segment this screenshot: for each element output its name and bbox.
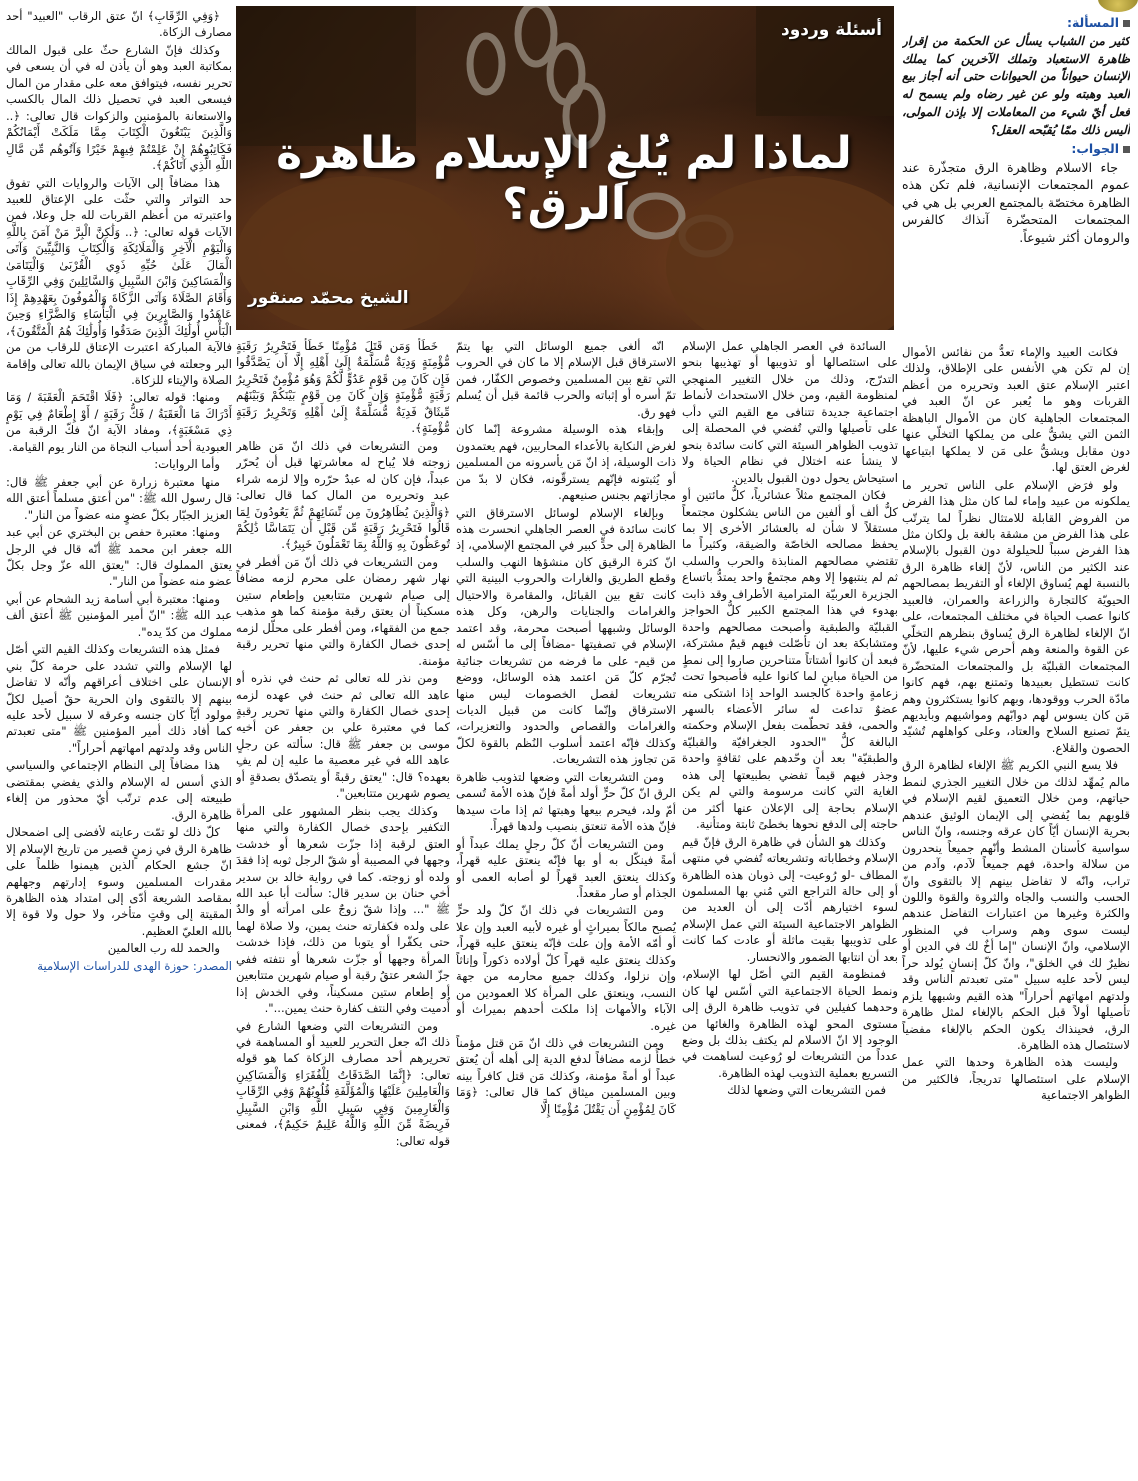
paragraph: وكذلك هو الشأن في ظاهرة الرق فإنّ قيم الإسلام وخطاباته وتشريعاته تُفضي في منتهى المطاف -لو رُوعيت- إلى ذوبان هذه الظاهرة أو إلى حالة التراجع التي مُني بها المسلمون لسوء اختيارهم أدّت إلى أن العديد من الظواهر الاجتماعية السيئة التي عمل الإسلام على تذويبها بقيت ماثلة أو عادت كما كانت بعد أن انتابها الضمور والانحسار.: [682, 834, 898, 964]
paragraph: فكان المجتمع مثلاً عشائرياً، كلُّ مائتين أو كلُّ ألف أو ألفين من الناس يشكلون مجتمعاً مستقلاً لا شأن له بالعشائر الأخرى إلا بما يحفظ مصالحه الخاصّة والضيقة، وكثيراً ما تقتضي مصالحهم المنابذة والحرب والسلب ثم لم ينتبهوا إلا وهم مجتمعٌ واحد يمتدُّ باتساع الجزيرة العربيّة المترامية الأطراف وقد ذابت بهدوء في هذا المجتمع الكبير كلُّ الحواجز القبليّة والطبقية وأصبحت مصالحهم واحدة ومتشابكة بعد ان تأصّلت فيهم قيمٌ مشتركة، فبعد أن كانوا أشتاتاً متناحرين صاروا إلى نمطٍ من الحياة مباينٍ لما كانوا عليه فأصبحوا تحت زعامةٍ واحدة كالجسد الواحد إذا اشتكى منه عضوٌ تداعت له سائر الأعضاء بالسهر والحمى، فقد تحطّمت بفعل الإسلام وحكمته البالغة كلُّ "الحدود الجغرافيّة والقبليّة والطبقيّة" بعد أن وحّدهم على ثقافةٍ واحدة وجذر فيهم قيماً تفضي بطبيعتها إلى هذه الغاية التي كانت مرسومة والتي لم يكن الإسلام بحاجة إلى الإعلان عنها أكثر من حاجته إلى الدفع نحوها بخطىً ثابتة ومتأنية.: [682, 488, 898, 832]
paragraph: فكانت العبيد والإماء تعدُّ من نفائس الأموال إن لم تكن هي الأنفس على الإطلاق، ولذلك اعتبر الإسلام عتق العبد وتحريره من أعظم القربات وهو ما يُعبر عن انّ العبد في المجتمعات الجاهلية كان من الأموال الباهظة الثمن التي يشقُّ على من يملكها التخلّي عنها دون مقابل ويشقُّ على مَن لا يملكها ابتياعها لغرض العتق لها.: [902, 345, 1130, 475]
publication-logo: [1098, 0, 1138, 12]
source-credit: المصدر: حوزة الهدى للدراسات الإسلامية: [37, 958, 232, 973]
paragraph: ومن التشريعات التي وضعها لتذويب ظاهرة الرق انّ كلّ حرٍّ أولد أمةً فإنّ هذه الأمة تُسمى أمّ ولد، فيحرم بيعها وهبتها ثم إذا مات سيدها فإنّ هذه الأمة تنعتق بنصيب ولدها قهراً.: [456, 769, 676, 834]
paragraph: منها معتبرة زرارة عن أبي جعفر ﷺ قال: قال رسول الله ﷺ: "من أعتق مسلماً أعتق الله العزيز الجبّار بكلّ عضوٍ منه عضواً من النار".: [6, 474, 232, 522]
question-text: كثير من الشباب يسأل عن الحكمة من إقرار ظاهرة الاستعباد وتملك الآخرين كما يملك الإنسان حيواناً من الحيوانات حتى أنه أجاز بيع العبد وهبته ولو عن غير رضاه ولم يسمح له فعل أيّ شيء من المعاملات إلا بإذن المولى، أليس ذلك ممّا يُقبّحه العقل؟: [902, 33, 1130, 137]
article-column-5: [6, 8, 232, 1474]
paragraph: انّه ألغى جميع الوسائل التي بها يتمّ الاسترقاق قبل الإسلام إلا ما كان في الحروب التي تقع بين المسلمين وخصوص الكفّار، فمن تمّ أسره أو إثباته والحرب قائمة قبل أن يُسلم فهو رق.: [456, 339, 676, 419]
question-section: [902, 14, 1130, 344]
paragraph: ومنها: معتبرة أبي أسامة زيد الشحام عن أبي عبد الله ﷺ: "انّ أمير المؤمنين ﷺ أعتق ألف مملوك من كدّ يده".: [6, 591, 232, 639]
article-column-2: [682, 338, 898, 1474]
banner-section-tag: أسئلة وردود: [780, 20, 882, 40]
paragraph: ومن التشريعات التي وضعها الشارع في ذلك انّه جعل التحرير للعبيد أو المساهمة في تحريرهم أحد مصارف الزكاة كما هو قوله تعالى: ﴿إِنَّمَا الصَّدَقَاتُ لِلْفُقَرَاءِ وَالْمَسَاكِينِ وَالْعَامِلِينَ عَلَيْهَا وَالْمُؤَلَّفَةِ قُلُوبُهُمْ وَفِي الرِّقَابِ وَالْغَارِمِينَ وَفِي سَبِيلِ اللَّهِ وَابْنِ السَّبِيلِ فَرِيضَةً مِّنَ اللَّهِ وَاللَّهُ عَلِيمٌ حَكِيمٌ﴾، فمعنى قوله تعالى:: [236, 1018, 450, 1148]
paragraph: وأما الروايات:: [154, 457, 220, 472]
paragraph: فمن التشريعات التي وضعها لذلك: [727, 1083, 886, 1098]
paragraph: وإبقاء هذه الوسيلة مشروعة إنّما كان لغرض النكاية بالأعداء المحاربين، فهم يعتمدون ذات الوسيلة، إذ انّ مَن يأسرونه من المسلمين أو يُثبتونه فإنّهم يسترقّونه، فكان لا بدّ من مجازاتهم بجنس صنيعهم.: [456, 422, 676, 503]
paragraph: فلا يسع النبي الكريم ﷺ الإلغاء لظاهرة الرق مالم يُمهِّد لذلك من خلال التغيير الجذري لنمط حياتهم، ومن خلال التعميق لقيم الإسلام في قلوبهم بما يُفضي إلى الإيمان الوثيق عندهم بحرية الإنسان أيّاً كان عرقه وجنسه، وانّ الناس سواسية كأسنان المشط وأنّهم جميعاً ينحدرون من سلالة واحدة، فهم جميعاً لآدم، وآدم من تراب، وانّه لا تفاضل بينهم إلا بالتقوى وانّ الحسب والنسب والجاه والثروة والقوة واللون والكثرة وغيرها من اعتبارات التفاضل عندهم ليست سوى وهم وسراب في المنظور الإسلامي، وانّ الإنسان "إما أخٌ لك في الدين أو نظيرٌ لك في الخلق"، وانّ كلّ إنسانٍ يُولد حراً ليس لأحد عليه سبيل "متى تعبدتم الناس وقد ولدتهم امهاتهم أحراراً" هذه القيم وشبهها يلزم تأصيلها أولاً قبل الحكم بالإلغاء لمثل ظاهرة الرق، فحينذاك يكون الحكم بالإلغاء مفضياً لاستئصال هذه الظاهرة.: [902, 758, 1130, 1053]
question-heading: [902, 14, 1130, 32]
paragraph: فمنظومة القيم التي أصّل لها الإسلام، ونمط الحياة الاجتماعية التي أسّس لها كان وحدهما كفيلين في تذويب ظاهرة الرق إلى مستوى المحو لهذه الظاهرة والغائها من الوجود إلا انّ الاسلام لم يكتف بذلك بل وضع عدداً من التشريعات لو رُوعيت لساهمت في التسريع بعملية التذويب لهذه الظاهرة.: [682, 967, 898, 1080]
paragraph: هذا مضافاً إلى النظام الإجتماعي والسياسي الذي أسس له الإسلام والذي يفضي بمقتضى طبيعته إلى عدم ترتّب أيّ محذور من إلغاء ظاهرة الرق.: [6, 758, 232, 822]
paragraph: ومن التشريعات في ذلك أنّ مَن أفطر في نهار شهر رمضان على محرم لزمه مضافاً إلى صيام شهرين متتابعين وإطعام ستين مسكيناً أن يعتق رقبة مؤمنة كما هو مذهب جمع من الفقهاء، ومن أفطر على محلّل لزمه إحدى خصال الكفارة والتي منها تحرير رقبة مؤمنة.: [236, 554, 450, 668]
paragraph: وكذلك فإنّ الشارع حثّ على قبول المالك بمكاتبة العبد وهو أن يأذن له في أن يسعى في تحرير نفسه، فيتوافق معه على مقدار من المال فيسعى العبد في تحصيل ذلك المال بالكسب والاستعانة بالمؤمنين والزكوات قال تعالى: ﴿.. وَالَّذِينَ يَبْتَغُونَ الْكِتَابَ مِمَّا مَلَكَتْ أَيْمَانُكُمْ فَكَاتِبُوهُمْ إِنْ عَلِمْتُمْ فِيهِمْ خَيْرًا وَآتُوهُم مِّن مَّالِ اللَّهِ الَّذِي آتَاكُمْ﴾.: [6, 42, 232, 173]
bullet-square-icon: [1123, 20, 1130, 27]
paragraph: ومن نذر لله تعالى ثم حنث في نذره أو عاهد الله تعالى ثم حنث في عهده لزمه إحدى خصال الكفارة والتي منها تحرير رقبةٍ كما في معتبرة علي بن جعفر عن أخيه موسى بن جعفر ﷺ قال: سألته عن رجلٍ عاهد الله في غير معصية ما عليه إن لم يفِ بعهده؟ قال: "يعتق رقبةً أو يتصدّق بصدقةٍ أو يصوم شهرين متتابعين".: [236, 671, 450, 801]
closing-line: والحمد لله رب العالمين: [107, 941, 220, 956]
question-heading-label: المسألة:: [1066, 15, 1119, 30]
paragraph: ولو فرَض الإسلام على الناس تحرير ما يملكونه من عبيد وإماء لما كان مثل هذا الفرض من الفروض القابلة للامتثال نظراً لما يترتّب على هذا الفرض من مشقة بالغة بل ولكان مثل هذا الفرض سبباً للحيلولة دون القبول بالإسلام عند الكثير من الناس، لأنّ إلغاء ظاهرة الرق بالنسبة لهم يُساوق الإلغاء أو التفريط بمصالحهم الحيويّة كالتجارة والزراعة والعمران، فالعبيد كانوا عصب الحياة في مختلف المجتمعات، على انّ الإلغاء لظاهرة الرق يُساوق بنظرهم التخلّي عن القوة والمنعة وهم أحرص شيء عليها، لأنّ المجتمعات القبليّة بل والمجتمعات المتحضّرة كانت تستطيل بعبيدها وتمتنع بهم، فهم كانوا مادّة الحرب ووقودها، وبهم كانوا يستكثرون وهم مَن كان يسوس لهم دوابّهم ومواشيهم وبأيديهم يتمّ تصنيع السلاح والعتاد، وعلى كواهلهم تُشيّد الحصون والقلاع.: [902, 477, 1130, 755]
paragraph: ومن التشريعات في ذلك انّ مَن ظاهر زوجته فلا يُباح له معاشرتها قبل أن يُحرّر عبداً، فإن كان له عبدٌ حرّره وإلا لزمه شراء عبد وتحريره من المال كما قال تعالى: ﴿وَالَّذِينَ يُظَاهِرُونَ مِن نِّسَائِهِمْ ثُمَّ يَعُودُونَ لِمَا قَالُوا فَتَحْرِيرُ رَقَبَةٍ مِّن قَبْلِ أَن يَتَمَاسَّا ذَٰلِكُمْ تُوعَظُونَ بِهِ وَاللَّهُ بِمَا تَعْمَلُونَ خَبِيرٌ﴾.: [236, 438, 450, 552]
article-title: لماذا لم يُلغِ الإسلام ظاهرة الرق؟: [276, 128, 852, 230]
answer-heading-label: الجواب:: [1071, 141, 1119, 157]
paragraph: هذا مضافاً إلى الآيات والروايات التي تفوق حد التواتر والتي حثّت على الإعتاق للعبيد واعتبرته من أعظم القربات لله جل وعلا، فمن الآيات قوله تعالى: ﴿.. وَلَٰكِنَّ الْبِرَّ مَنْ آمَنَ بِاللَّهِ وَالْيَوْمِ الْآخِرِ وَالْمَلَائِكَةِ وَالْكِتَابِ وَالنَّبِيِّينَ وَآتَى الْمَالَ عَلَىٰ حُبِّهِ ذَوِي الْقُرْبَىٰ وَالْيَتَامَىٰ وَالْمَسَاكِينَ وَابْنَ السَّبِيلِ وَالسَّائِلِينَ وَفِي الرِّقَابِ وَأَقَامَ الصَّلَاةَ وَآتَى الزَّكَاةَ وَالْمُوفُونَ بِعَهْدِهِمْ إِذَا عَاهَدُوا وَالصَّابِرِينَ فِي الْبَأْسَاءِ وَالضَّرَّاءِ وَحِينَ الْبَأْسِ أُولَٰئِكَ الَّذِينَ صَدَقُوا وَأُولَٰئِكَ هُمُ الْمُتَّقُونَ﴾، فالآية المباركة اعتبرت الإعتاق للرقاب من من البر وجعلته في سياق الإيمان بالله تعالى وإقامة الصلاة والإيتاء للزكاة.: [6, 175, 232, 387]
article-banner: [236, 6, 894, 330]
paragraph: ﴿وَفِي الرِّقَابِ﴾ انّ عتق الرقاب "العبيد" أحد مصارف الزكاة.: [6, 9, 232, 40]
answer-intro: جاء الاسلام وظاهرة الرق متجذّرة عند عموم المجتمعات الإنسانية، فلم تكن هذه الظاهرة مختصّة بالمجتمع العربي بل هي في المجتمعات المتحضّرة آنذاك كالفرس والرومان أكثر شيوعاً.: [902, 160, 1130, 245]
paragraph: السائدة في العصر الجاهلي عمل الإسلام على استئصالها أو تذويبها أو تهذيبها بنحو التدرّج، وذلك من خلال التغيير المنهجي لمنظومة القيم، ومن خلال الاستحداث لأنماط اجتماعية جديدة تتنافى مع القيم التي دأب على تأصيلها والتي تُفضي في المحصلة إلى تذويب الظواهر السيئة التي كانت سائدة بنحو لا ينشأ عنه اختلال في نظام الحياة ولا استيحاش يحول دون القبول بالدين.: [682, 339, 898, 485]
article-column-3: [456, 338, 676, 1474]
article-column-4: [236, 338, 450, 1474]
paragraph: ومن التشريعات في ذلك انّ كلّ ولد حرٍّ يُصبح مالكاً بميراثٍ أو غيره لأبيه العبد وإن علا أو أمّه الأمة وإن علت فإنّه ينعتق عليه قهراً، وكذلك ينعتق عليه قهراً كلّ أولاده ذكوراً وإناثاً وإن نزلوا، وكذلك جميع محارمه من جهة النسب، وينعتق على المرأة كلا العمودين من الآباء والأمهات إذا ملكت أحدهم بميراث أو غيره.: [456, 903, 676, 1033]
paragraph: فمثل هذه التشريعات وكذلك القيم التي أصّل لها الإسلام والتي تشدد على حرمة كلّ بني الإنسان على اختلاف أعراقهم وأنّه لا تفاضل بينهم إلا بالتقوى وان الحرية حقٌ أصيل لكلّ مولود أيّاً كان جنسه وعرقه لا سبيل لأحد عليه كما أفاد ذلك أمير المؤمنين ﷺ "متى تعبدتم الناس وقد ولدتهم امهاتهم أحراراً".: [6, 642, 232, 755]
paragraph: ومنها: قوله تعالى: ﴿فَلَا اقْتَحَمَ الْعَقَبَةَ / وَمَا أَدْرَاكَ مَا الْعَقَبَةُ / فَكُّ رَقَبَةٍ / أَوْ إِطْعَامٌ فِي يَوْمٍ ذِي مَسْغَبَةٍ﴾، ومفاد الآية انّ فكّ الرقبة من العبودية أحد أسباب النجاة من النار يوم القيامة.: [6, 390, 232, 454]
answer-heading: [902, 140, 1130, 158]
paragraph: ومن التشريعات في ذلك انّ مَن قتل مؤمناً خطأً لزمه مضافاً لدفع الدية إلى أهله أن يُعتق عبداً أو أمةً مؤمنة، وكذلك مَن قتل كافراً بينه وبين المسلمين ميثاق كما قال تعالى: ﴿وَمَا كَانَ لِمُؤْمِنٍ أَن يَقْتُلَ مُؤْمِنًا إِلَّا: [456, 1036, 676, 1116]
paragraph: كلّ ذلك لو تمّت رعايته لأفضى إلى اضمحلال ظاهرة الرق في زمنٍ قصير من تاريخ الإسلام إلا انّ جشع الحكام الذين هيمنوا ظلماً على مقدرات المسلمين وسوء إدارتهم وجهلهم بمقاصد الشريعة أدّى إلى امتداد هذه الظاهرة المقيتة إلى وقتٍ متأخر، ولا حول ولا قوة إلا بالله العليّ العظيم.: [6, 825, 232, 938]
bullet-square-icon: [1123, 146, 1130, 153]
paragraph: ومنها: معتبرة حفص بن البختري عن أبي عبد الله جعفر ابن محمد ﷺ أنّه قال في الرجل يعتق المملوك قال: "يعتق الله عزّ وجل بكلّ عضو منه عضواً من النار".: [6, 525, 232, 589]
paragraph: ومن التشريعات أنّ كلّ رجلٍ يملك عبداً أو أمةً فينكّل به أو بها فإنّه ينعتق عليه قهراً، وكذلك ينعتق العبد قهراً لو أصابه العمى أو الجذام أو صار مقعداً.: [456, 836, 676, 900]
article-column-1: [902, 344, 1130, 1474]
paragraph: وبإلغاء الإسلام لوسائل الاسترقاق التي كانت سائدة في العصر الجاهلي انحسرت هذه الظاهرة إلى حدٍّ كبير في المجتمع الإسلامي، إذ انّ كثرة الرقيق كان منشؤها النهب والسلب وقطع الطريق والغارات والحروب البينية التي كانت تقع بين القبائل، والمقامرة والاحتيال والغرامات والجنايات والرهن، وكل هذه الوسائل وشبهها أصبحت محرمة، وقد اعتمد الإسلام في تصفيتها -مضافاً إلى ما أسّس له من قيم- على ما فرضه من تشريعات جنائية تُجرّم كلّ مَن اعتمد هذه الوسائل، ووضع تشريعات لفصل الخصومات ليس منها الاسترقاق وإنّما كانت من قبيل الديات والغرامات والقصاص والحدود والتعزيرات، وكذلك فإنّه اعتمد أسلوب النُظم بالقوة لكلّ مَن تجاوز هذه التشريعات.: [456, 505, 676, 767]
paragraph: خَطَأً وَمَن قَتَلَ مُؤْمِنًا خَطَأً فَتَحْرِيرُ رَقَبَةٍ مُّؤْمِنَةٍ وَدِيَةٌ مُّسَلَّمَةٌ إِلَىٰ أَهْلِهِ إِلَّا أَن يَصَّدَّقُوا فَإِن كَانَ مِن قَوْمٍ عَدُوٍّ لَّكُمْ وَهُوَ مُؤْمِنٌ فَتَحْرِيرُ رَقَبَةٍ مُّؤْمِنَةٍ وَإِن كَانَ مِن قَوْمٍ بَيْنَكُمْ وَبَيْنَهُم مِّيثَاقٌ فَدِيَةٌ مُّسَلَّمَةٌ إِلَىٰ أَهْلِهِ وَتَحْرِيرُ رَقَبَةٍ مُّؤْمِنَةٍ﴾.: [236, 339, 450, 436]
article-author: الشيخ محمّد صنقور: [248, 288, 409, 308]
paragraph: وليست هذه الظاهرة وحدها التي عمل الإسلام على استئصالها تدريجاً، فالكثير من الظواهر الاجتماعية: [902, 1055, 1130, 1103]
paragraph: وكذلك يجب بنظر المشهور على المرأة التكفير بإحدى خصال الكفارة والتي منها العتق لرقبة إذا جزّت شعرها أو خدشت وجهها في المصيبة أو شقّ الرجل ثوبه إذا فقدَ ولده أو زوجته. كما في رواية خالد بن سدير أخي حنان بن سدير قال: سألت أبا عبد الله ﷺ "... وإذا شقّ زوجٌ على امرأته أو والدٌ على ولده فكفارته حنث يمين، ولا صلاة لهما حتى يكفّرا أو يتوبا من ذلك، فإذا خدشت المرأة وجهها أو جزّت شعرها أو نتفته ففي جزّ الشعر عتقُ رقبة أو صيام شهرين متتابعين أو إطعام ستين مسكيناً، وفي الخدش إذا أُدميت وفي النتف كفارة حنث يمين...".: [236, 803, 450, 1016]
